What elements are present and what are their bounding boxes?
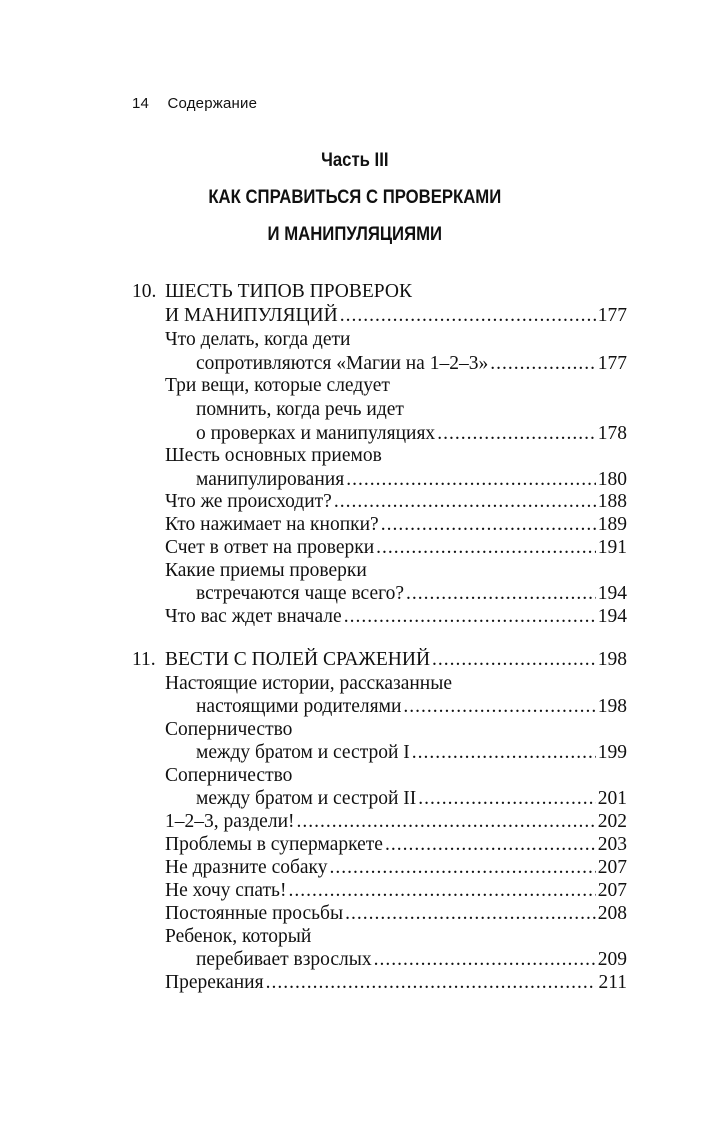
page-ref: 208 (597, 903, 627, 924)
entry-text: Кто нажимает на кнопки? (165, 514, 379, 535)
page-ref: 188 (597, 491, 627, 512)
page-ref: 203 (597, 834, 627, 855)
entry-text: Проблемы в супермаркете (165, 834, 383, 855)
entry-last-line (165, 490, 627, 514)
running-head-title: Содержание (167, 95, 258, 112)
page-ref: 199 (597, 742, 627, 763)
entry-text: настоящими родителями (196, 696, 402, 717)
entry-text: Счет в ответ на проверки (165, 537, 375, 558)
entry-last-line (165, 536, 627, 560)
entry-last-line (196, 948, 627, 972)
part-label: Часть III (321, 150, 389, 171)
entry-line: Ребенок, который (165, 926, 312, 947)
leader-dots (346, 468, 596, 492)
leader-dots (376, 536, 596, 560)
leader-dots (266, 971, 597, 995)
leader-dots (412, 741, 596, 765)
entry-text: Что вас ждет вначале (165, 606, 342, 627)
entry-last-line (196, 468, 627, 492)
page-ref: 198 (597, 649, 627, 670)
page-ref: 198 (597, 696, 627, 717)
entry-line: Настоящие истории, рассказанные (165, 673, 452, 694)
entry-text: Постоянные просьбы (165, 903, 344, 924)
entry-last-line (196, 582, 627, 606)
entry-last-line (165, 902, 627, 926)
chapter-title-line1 (165, 648, 627, 672)
entry-last-line (165, 856, 627, 880)
leader-dots (330, 856, 596, 880)
leader-dots (418, 787, 595, 811)
page-ref: 178 (597, 423, 627, 444)
running-head (132, 95, 257, 112)
leader-dots (381, 513, 596, 537)
leader-dots (432, 648, 596, 672)
leader-dots (340, 304, 596, 328)
page-ref: 194 (597, 583, 627, 604)
page-ref: 177 (597, 305, 627, 326)
page-ref: 201 (597, 788, 627, 809)
entry-line: помнить, когда речь идет (196, 399, 404, 420)
page-ref: 207 (597, 857, 627, 878)
part-title-line2: И МАНИПУЛЯЦИЯМИ (267, 224, 443, 245)
entry-line: Что делать, когда дети (165, 329, 351, 350)
chapter-title-text: ВЕСТИ С ПОЛЕЙ СРАЖЕНИЙ (165, 649, 431, 670)
entry-last-line (165, 879, 627, 903)
entry-text: манипулирования (196, 469, 345, 490)
leader-dots (385, 833, 596, 857)
leader-dots (297, 810, 596, 834)
entry-text: перебивает взрослых (196, 949, 372, 970)
entry-last-line (165, 833, 627, 857)
entry-last-line (165, 605, 627, 629)
leader-dots (406, 582, 596, 606)
entry-last-line (196, 787, 627, 811)
entry-text: Что же происходит? (165, 491, 332, 512)
page-ref: 189 (597, 514, 627, 535)
page-ref: 207 (597, 880, 627, 901)
entry-text: между братом и сестрой II (196, 788, 417, 809)
page-ref: 180 (597, 469, 627, 490)
chapter-number: 10. (132, 281, 157, 302)
page-ref: 191 (597, 537, 627, 558)
entry-last-line (196, 422, 627, 446)
entry-text: Не хочу спать! (165, 880, 287, 901)
entry-text: 1–2–3, раздели! (165, 811, 295, 832)
entry-text: между братом и сестрой I (196, 742, 410, 763)
entry-text: сопротивляются «Магии на 1–2–3» (196, 353, 489, 374)
entry-line: Три вещи, которые следует (165, 375, 390, 396)
page-ref: 209 (597, 949, 627, 970)
entry-last-line (196, 352, 627, 376)
entry-text: Пререкания (165, 972, 264, 993)
leader-dots (403, 695, 595, 719)
entry-last-line (196, 741, 627, 765)
leader-dots (334, 490, 596, 514)
entry-text: встречаются чаще всего? (196, 583, 405, 604)
entry-last-line (165, 971, 627, 995)
entry-text: о проверках и манипуляциях (196, 423, 436, 444)
leader-dots (345, 902, 596, 926)
entry-last-line (165, 513, 627, 537)
entry-last-line (165, 810, 627, 834)
entry-line: Соперничество (165, 765, 293, 786)
page-ref: 194 (597, 606, 627, 627)
page-ref: 202 (597, 811, 627, 832)
leader-dots (288, 879, 595, 903)
leader-dots (344, 605, 596, 629)
part-title-line1: КАК СПРАВИТЬСЯ С ПРОВЕРКАМИ (208, 187, 502, 208)
chapter-number: 11. (132, 649, 156, 670)
leader-dots (490, 352, 596, 376)
page-ref: 177 (597, 353, 627, 374)
entry-line: Соперничество (165, 719, 293, 740)
chapter-title-text: И МАНИПУЛЯЦИЙ (165, 305, 338, 326)
page-number: 14 (132, 95, 150, 112)
chapter-title-line2 (165, 304, 627, 328)
entry-text: Не дразните собаку (165, 857, 328, 878)
chapter-title-line1: ШЕСТЬ ТИПОВ ПРОВЕРОК (165, 281, 412, 302)
entry-last-line (196, 695, 627, 719)
entry-line: Шесть основных приемов (165, 445, 382, 466)
leader-dots (374, 948, 596, 972)
entry-line: Какие приемы проверки (165, 560, 367, 581)
page-ref: 211 (598, 972, 627, 993)
leader-dots (437, 422, 596, 446)
